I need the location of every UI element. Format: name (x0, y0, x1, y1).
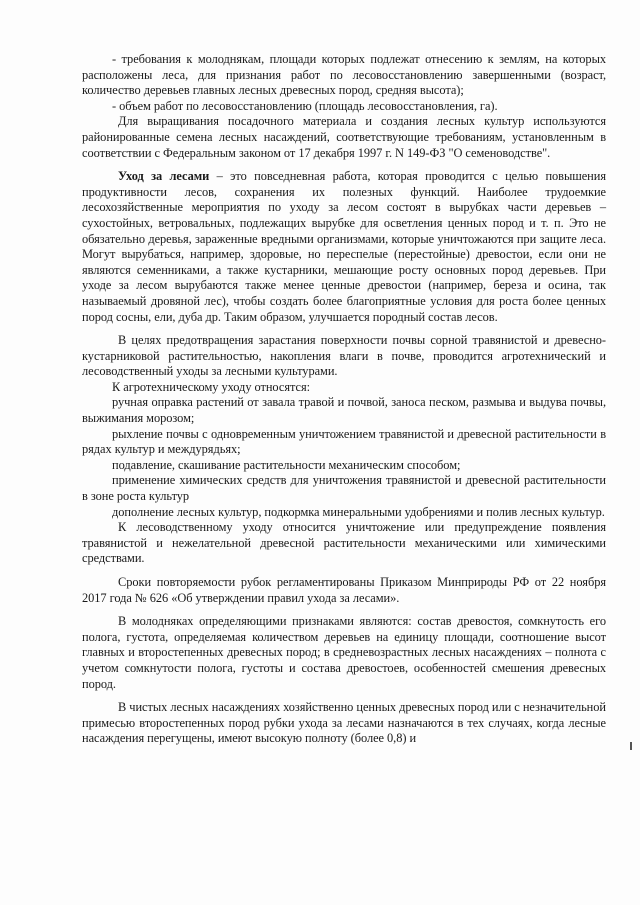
forest-care-definition: – это повседневная работа, которая проводится с целью повышения продуктивности лесов, сохранения их полезных функций. Наиболее трудоемкие лесохозяйственные мероприятия по уходу за лесом состоят в вырубках части деревьев – сухостойных, ветровальных, подлежащих вырубке для осветления ценных пород и т. п. Это не обязательно деревья, зараженные вредными организмами, которые уничтожаются при защите леса. Могут вырубаться, например, здоровые, но переспелые (перестойные) древостои, если они не являются семенниками, а также кустарники, мешающие росту основных пород деревьев. При уходе за лесом вырубаются также менее ценные древостои (например, береза и осина, так называемый дровяной лес), чтобы создать более благоприятные условия для роста более ценных пород сосны, ели, дуба др. Таким образом, улучшается породный состав лесов. (82, 169, 606, 324)
paragraph-young-stands-criteria: В молодняках определяющими признаками являются: состав древостоя, сомкнутость его полога, густота, определяемая количеством деревьев на единицу площади, соотношение высот главных и второстепенных древесных пород; в средневозрастных лесных насаждениях – полнота с учетом сомкнутости полога, густоты и состава древостоев, особенностей смешения древесных пород. (82, 614, 606, 691)
margin-mark (630, 742, 632, 750)
paragraph-manual-straightening: ручная оправка растений от завала травой и почвой, заноса песком, размыва и выдува почвы, выжимания морозом; (82, 395, 606, 426)
paragraph-felling-frequency: Сроки повторяемости рубок регламентированы Приказом Минприроды РФ от 22 ноября 2017 года № 626 «Об утверждении правил ухода за лесами». (82, 575, 606, 605)
paragraph-reforestation-volume: - объем работ по лесовосстановлению (площадь лесовосстановления, га). (112, 98, 498, 113)
paragraph-silvicultural-care: К лесоводственному уходу относится уничтожение или предупреждение появления травянистой и нежелательной древесной растительности механическими или химическими средствами. (82, 520, 606, 566)
paragraph-soil-loosening: рыхление почвы с одновременным уничтожением травянистой и древесной растительности в рядах культур и междурядьях; (82, 426, 606, 457)
forest-care-term: Уход за лесами (118, 169, 210, 184)
paragraph-mechanical-mowing: подавление, скашивание растительности механическим способом; (112, 457, 461, 472)
paragraph-replenishment: дополнение лесных культур, подкормка минеральными удобрениями и полив лесных культур. (112, 504, 605, 519)
paragraph-young-growth-requirements: - требования к молоднякам, площади которых подлежат отнесению к землям, на которых расположены леса, для признания работ по лесовосстановлению завершенными (возраст, количество деревьев главных лесных древесных пород, средняя высота); (82, 52, 606, 98)
paragraph-seed-requirements: Для выращивания посадочного материала и создания лесных культур используются районированные семена лесных насаждений, соответствующие требованиям, установленным в соответствии с Федеральным законом от 17 декабря 1997 г. N 149-ФЗ "О семеноводстве". (82, 114, 606, 160)
paragraph-pure-stands: В чистых лесных насаждениях хозяйственно ценных древесных пород или с незначительной примесью второстепенных пород рубки ухода за лесами назначаются в тех случаях, когда лесные насаждения перегущены, имеют высокую полноту (более 0,8) и (82, 700, 606, 746)
paragraph-forest-care (82, 169, 606, 325)
paragraph-chemical-means: применение химических средств для уничтожения травянистой и древесной растительности в зоне роста культур (82, 473, 606, 504)
paragraph-care-purpose: В целях предотвращения зарастания поверхности почвы сорной травянистой и древесно-кустарниковой растительностью, накопления влаги в почве, проводится агротехнический и лесоводственный уходы за лесными культурами. (82, 333, 606, 379)
paragraph-agrotechnical-heading: К агротехническому уходу относятся: (112, 379, 310, 394)
